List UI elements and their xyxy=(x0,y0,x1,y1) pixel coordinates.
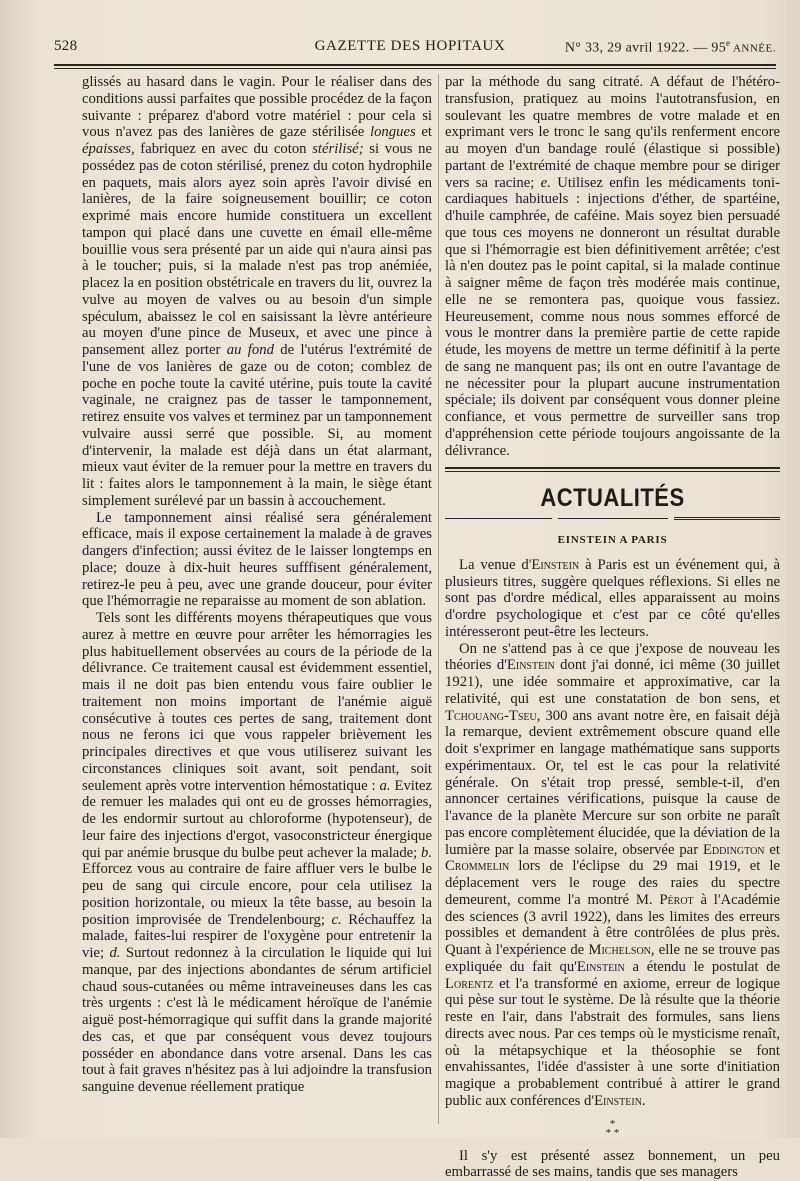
paragraph: par la méthode du sang citraté. A défaut de l'hétéro-transfusion, pratiquez au moins l'autotransfusion, en soulevant les quatre membres de votre malade et en exprimant vers le tronc le sang qu'ils renferment encore au moyen d'un bandage roulé (élastique si possible) partant de l'extrémité de chaque membre pour se diriger vers sa racine; e. Utilisez enfin les médicaments toni-cardiaques habituels : injections d'éther, de spartéine, d'huile camphrée, de caféine. Mais soyez bien persuadé que tous ces moyens ne donneront un résultat durable que si l'hémorragie est bien définitivement arrêtée; c'est là n'en doutez pas le point capital, si la malade continue à saigner même de façon très modérée mais continue, elle ne se remontera pas, quoique vous fassiez. Heureusement, comme nous nous sommes efforcé de vous le montrer dans la première partie de cette rapide étude, les moyens de mettre un terme définitif à la perte de sang ne manquent pas; ils ont en outre l'avantage de ne nécessiter pour la plupart aucune instrumentation spéciale; ils doivent par conséquent vous donner pleine confiance, et vous permettre de surveiller sans trop d'appréhension cette période toujours angoissante de la délivrance. xyxy=(445,74,780,459)
left-column xyxy=(82,74,432,1096)
issue-ordinal: e xyxy=(726,38,730,48)
issue-info xyxy=(565,38,776,57)
paragraph: On ne s'attend pas à ce que j'expose de nouveau les théories d'Einstein dont j'ai donné, ici même (30 juillet 1921), une idée sommaire et approximative, car la relativité, qui est une constatation de bon sens, et Tchouang-Tseu, 300 ans avant notre ère, en faisait déjà la remarque, devient extrêmement obscure quand elle doit s'exprimer en langage mathématique sans supports expérimentaux. Or, tel est le cas pour la relativité générale. On s'était trop pressé, semble-t-il, d'en annoncer certaines vérifications, puisque la cause de l'avance de la planète Mercure sur son orbite ne paraît pas encore complètement élucidée, que la déviation de la lumière par la masse solaire, observée par Eddington et Crommelin lors de l'éclipse du 29 mai 1919, et le déplacement vers le rouge des raies du spectre demeurent, comme l'a montré M. Pérot à l'Académie des sciences (3 avril 1922), dans les limites des erreurs possibles et demandent à être contrôlées de plus près. Quant à l'expérience de Michelson, elle ne se trouve pas expliquée du fait qu'Einstein a étendu le postulat de Lorentz et l'a transformé en axiome, erreur de logique qui pèse sur tout le système. De là résulte que la théorie reste en l'air, dans l'abstrait des formules, sans liens directs avec nous. Par ces temps où le mysticisme renaît, où la métapsychique et la théosophie se font envahissantes, l'idée d'assister à une sorte d'initiation magique a probablement contribué à attirer le grand public aux conférences d'Einstein. xyxy=(445,641,780,1110)
section-rule xyxy=(445,467,780,469)
page-header xyxy=(54,38,776,60)
paragraph: Il s'y est présenté assez bonnement, un peu embarrassé de ses mains, tandis que ses managers xyxy=(445,1148,780,1181)
right-column xyxy=(445,74,780,1181)
issue-date: N° 33, 29 avril 1922. — 95 xyxy=(565,41,726,56)
paragraph: Le tamponnement ainsi réalisé sera généralement efficace, mais il expose certainement la malade à de graves dangers d'infection; aussi évitez de le laisser longtemps en place; douze à dix-huit heures sufffisent généralement, retirez-le peu à peu, avec une grande douceur, pour éviter que l'hémorragie ne reparaisse au moment de son ablation. xyxy=(82,510,432,611)
section-title: ACTUALITÉS xyxy=(445,489,780,508)
journal-title: GAZETTE DES HOPITAUX xyxy=(54,38,776,55)
paragraph: La venue d'Einstein à Paris est un événement qui, à plusieurs titres, suggère quelques réflexions. Si elles ne sont pas d'ordre médical, elles apparaissent au moins d'ordre psychologique et c'est par ce côté qu'elles intéresseront peut-être les lecteurs. xyxy=(445,557,780,641)
page-number: 528 xyxy=(54,38,77,55)
header-rule xyxy=(54,64,776,66)
column-divider xyxy=(438,74,439,1124)
header-rule-thin xyxy=(54,68,776,69)
article-headline: EINSTEIN A PARIS xyxy=(445,532,780,549)
asterism: * * * xyxy=(445,1120,780,1138)
paragraph: glissés au hasard dans le vagin. Pour le réaliser dans des conditions aussi parfaites que possible procédez de la façon suivante : préparez d'abord votre matériel : pour cela si vous n'avez pas des lanières de gaze stérilisée longues et épaisses, fabriquez en avec du coton stérilisé; si vous ne possédez pas de coton stérilisé, prenez du coton hydrophile en paquets, mais alors ayez soin après l'avoir divisé en lanières, de la faire soigneusement bouillir; ce coton exprimé mais encore humide constituera un excellent tampon qui placé dans une cuvette en émail elle-même bouillie vous sera présenté par un aide qui n'aura ainsi pas à le toucher; puis, si la malade n'est pas trop anémiée, placez la en position obstétricale en travers du lit, ouvrez la vulve au moyen de valves ou au besoin d'un simple spéculum, abaissez le col en saisissant la lèvre antérieure au moyen d'une pince de Museux, et avec une pince à pansement allez porter au fond de l'utérus l'extrémité de l'une de vos lanières de gaze ou de coton; comblez de poche en poche toute la cavité utérine, puis toute la cavité vaginale, ne craignez pas de tasser le tamponnement, retirez ensuite vos valves et terminez par un tamponnement vulvaire aussi serré que possible. Si, au moment d'intervenir, la malade est déjà dans un état alarmant, mieux vaut éviter de la remuer pour la mettre en travers du lit : faites alors le tamponnement à la main, le siège étant simplement surélevé par un bassin à accouchement. xyxy=(82,74,432,510)
issue-year-label: ANNÉE. xyxy=(730,43,776,55)
section-rule-thin xyxy=(445,471,780,472)
paragraph: Tels sont les différents moyens thérapeutiques que vous aurez à mettre en œuvre pour arrêter les hémorragies les plus habituellement observées au cours de la période de la délivrance. Ce traitement causal est évidemment essentiel, mais il ne doit pas bien entendu vous faire oublier le traitement non moins important de l'anémie aiguë consécutive à toutes ces pertes de sang, traitement dont nous ne ferons ici que vous rappeler brièvement les principales directives et que vous utiliserez suivant les circonstances cliniques soit avant, soit pendant, soit seulement après votre intervention hémostatique : a. Evitez de remuer les malades qui ont eu de grosses hémorragies, de les endormir surtout au chloroforme (hypotenseur), de leur faire des injections d'ergot, vasoconstricteur énergique qui par anémie brusque du bulbe peut achever la malade; b. Efforcez vous au contraire de faire affluer vers le bulbe le peu de sang qui circule encore, pour cela utilisez la position horizontale, ou mieux la tête basse, au besoin la position improvisée de Trendelenbourg; c. Réchauffez la malade, faites-lui respirer de l'oxygène pour entretenir la vie; d. Surtout redonnez à la circulation le liquide qui lui manque, par des injections abondantes de sérum artificiel chaud sous-cutanées ou même intraveineuses dans les cas très urgents : c'est là le médicament héroïque de l'anémie aiguë post-hémorragique qui suffit dans la grande majorité des cas, et que par conséquent vous devez toujours posséder en abondance dans votre arsenal. Dans les cas tout à fait graves n'hésitez pas à lui adjoindre la transfusion sanguine devenue réellement pratique xyxy=(82,610,432,1096)
section-ornament-rule xyxy=(445,517,780,520)
